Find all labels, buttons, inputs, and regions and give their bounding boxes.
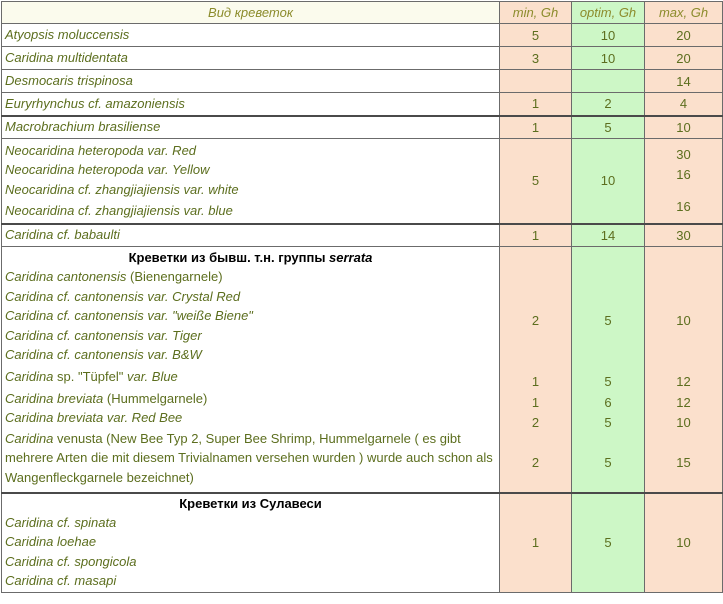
species-name: Caridina loehae	[5, 534, 97, 550]
header-max: max, Gh	[645, 2, 723, 24]
header-min: min, Gh	[500, 2, 572, 24]
optim-value: 10	[572, 47, 645, 70]
table-row-serrata-group	[2, 247, 723, 493]
min-value: 2	[531, 455, 540, 471]
species-name: Euryrhynchus cf. amazoniensis	[5, 95, 185, 111]
max-values	[645, 247, 723, 493]
species-name: Caridina cf. cantonensis var. Tiger	[5, 327, 202, 343]
min-value: 1	[531, 395, 540, 411]
min-value: 1	[500, 116, 572, 139]
max-value: 10	[676, 313, 691, 328]
group-title-sulawesi: Креветки из Сулавеси	[179, 495, 322, 511]
table-row	[2, 93, 723, 116]
min-value: 1	[500, 93, 572, 116]
max-value: 12	[676, 373, 691, 389]
max-value: 20	[645, 24, 723, 47]
optim-values	[572, 247, 645, 493]
max-value: 12	[676, 395, 691, 411]
species-name: Caridina cf. cantonensis var. Crystal Red	[5, 288, 241, 304]
table-row-neocaridina	[2, 139, 723, 224]
species-name: Caridina cf. spinata	[5, 514, 117, 530]
species-name: Caridina breviata var. Red Bee	[5, 410, 183, 426]
optim-value: 5	[604, 455, 612, 471]
max-value: 15	[676, 455, 691, 471]
max-value: 10	[676, 414, 691, 430]
min-value: 5	[500, 24, 572, 47]
max-values	[645, 139, 723, 224]
min-value: 2	[531, 414, 540, 430]
optim-value: 10	[572, 24, 645, 47]
table-row	[2, 116, 723, 139]
optim-value: 14	[572, 224, 645, 247]
species-name: Caridina multidentata	[5, 50, 128, 66]
min-value: 2	[531, 313, 540, 328]
max-value: 30	[645, 224, 723, 247]
max-value: 20	[645, 47, 723, 70]
min-value	[500, 70, 572, 93]
species-name: Neocaridina cf. zhangjiajiensis var. blue	[5, 203, 233, 219]
optim-value: 6	[604, 395, 612, 411]
table-row	[2, 224, 723, 247]
optim-value: 5	[604, 313, 612, 328]
table-row-sulawesi-group	[2, 493, 723, 593]
max-value: 4	[645, 93, 723, 116]
max-value: 30	[676, 146, 691, 162]
species-name: Neocaridina cf. zhangjiajiensis var. white	[5, 181, 239, 197]
max-value: 16	[676, 198, 691, 214]
species-name: Caridina breviata (Hummelgarnele)	[5, 390, 208, 406]
optim-value: 5	[572, 493, 645, 593]
max-value: 10	[645, 493, 723, 593]
species-name: Atyopsis moluccensis	[5, 27, 130, 43]
min-value: 3	[500, 47, 572, 70]
optim-value: 5	[604, 414, 612, 430]
species-name: Caridina cf. spongicola	[5, 553, 137, 569]
min-value: 1	[531, 373, 540, 389]
max-value: 14	[645, 70, 723, 93]
optim-value	[572, 70, 645, 93]
species-name: Desmocaris trispinosa	[5, 73, 133, 89]
header-optim: optim, Gh	[572, 2, 645, 24]
species-name: Caridina cf. cantonensis var. "weiße Biene"	[5, 308, 253, 324]
header-species: Вид креветок	[2, 2, 500, 24]
group-title-serrata: Креветки из бывш. т.н. группы serrata	[128, 250, 373, 265]
species-name: Caridina cantonensis (Bienengarnele)	[5, 269, 223, 284]
header-row	[2, 2, 723, 24]
optim-value: 5	[572, 116, 645, 139]
species-description: Caridina venusta (New Bee Typ 2, Super Bee Shrimp, Hummelgarnele ( es gibt mehrere Arten die mit diesem Trivialnamen versehen wurden ) wurde auch schon als Wangenfleckgarnele bezeichnet)	[5, 430, 493, 485]
species-name: Caridina sp. "Tüpfel" var. Blue	[5, 368, 178, 384]
species-name: Caridina cf. cantonensis var. B&W	[5, 347, 202, 363]
max-value: 16	[676, 166, 691, 182]
species-name: Caridina cf. babaulti	[5, 227, 120, 243]
species-name: Macrobrachium brasiliense	[5, 119, 161, 135]
min-value: 5	[500, 139, 572, 224]
species-name: Neocaridina heteropoda var. Red	[5, 142, 197, 158]
table-row	[2, 70, 723, 93]
table-row	[2, 47, 723, 70]
optim-value: 5	[604, 373, 612, 389]
species-name: Caridina cf. masapi	[5, 573, 117, 589]
max-value: 10	[645, 116, 723, 139]
shrimp-hardness-table	[1, 1, 723, 593]
min-value: 1	[500, 224, 572, 247]
min-value: 1	[500, 493, 572, 593]
species-name: Neocaridina heteropoda var. Yellow	[5, 162, 210, 178]
optim-value: 2	[572, 93, 645, 116]
min-values	[500, 247, 572, 493]
table-row	[2, 24, 723, 47]
optim-value: 10	[572, 139, 645, 224]
